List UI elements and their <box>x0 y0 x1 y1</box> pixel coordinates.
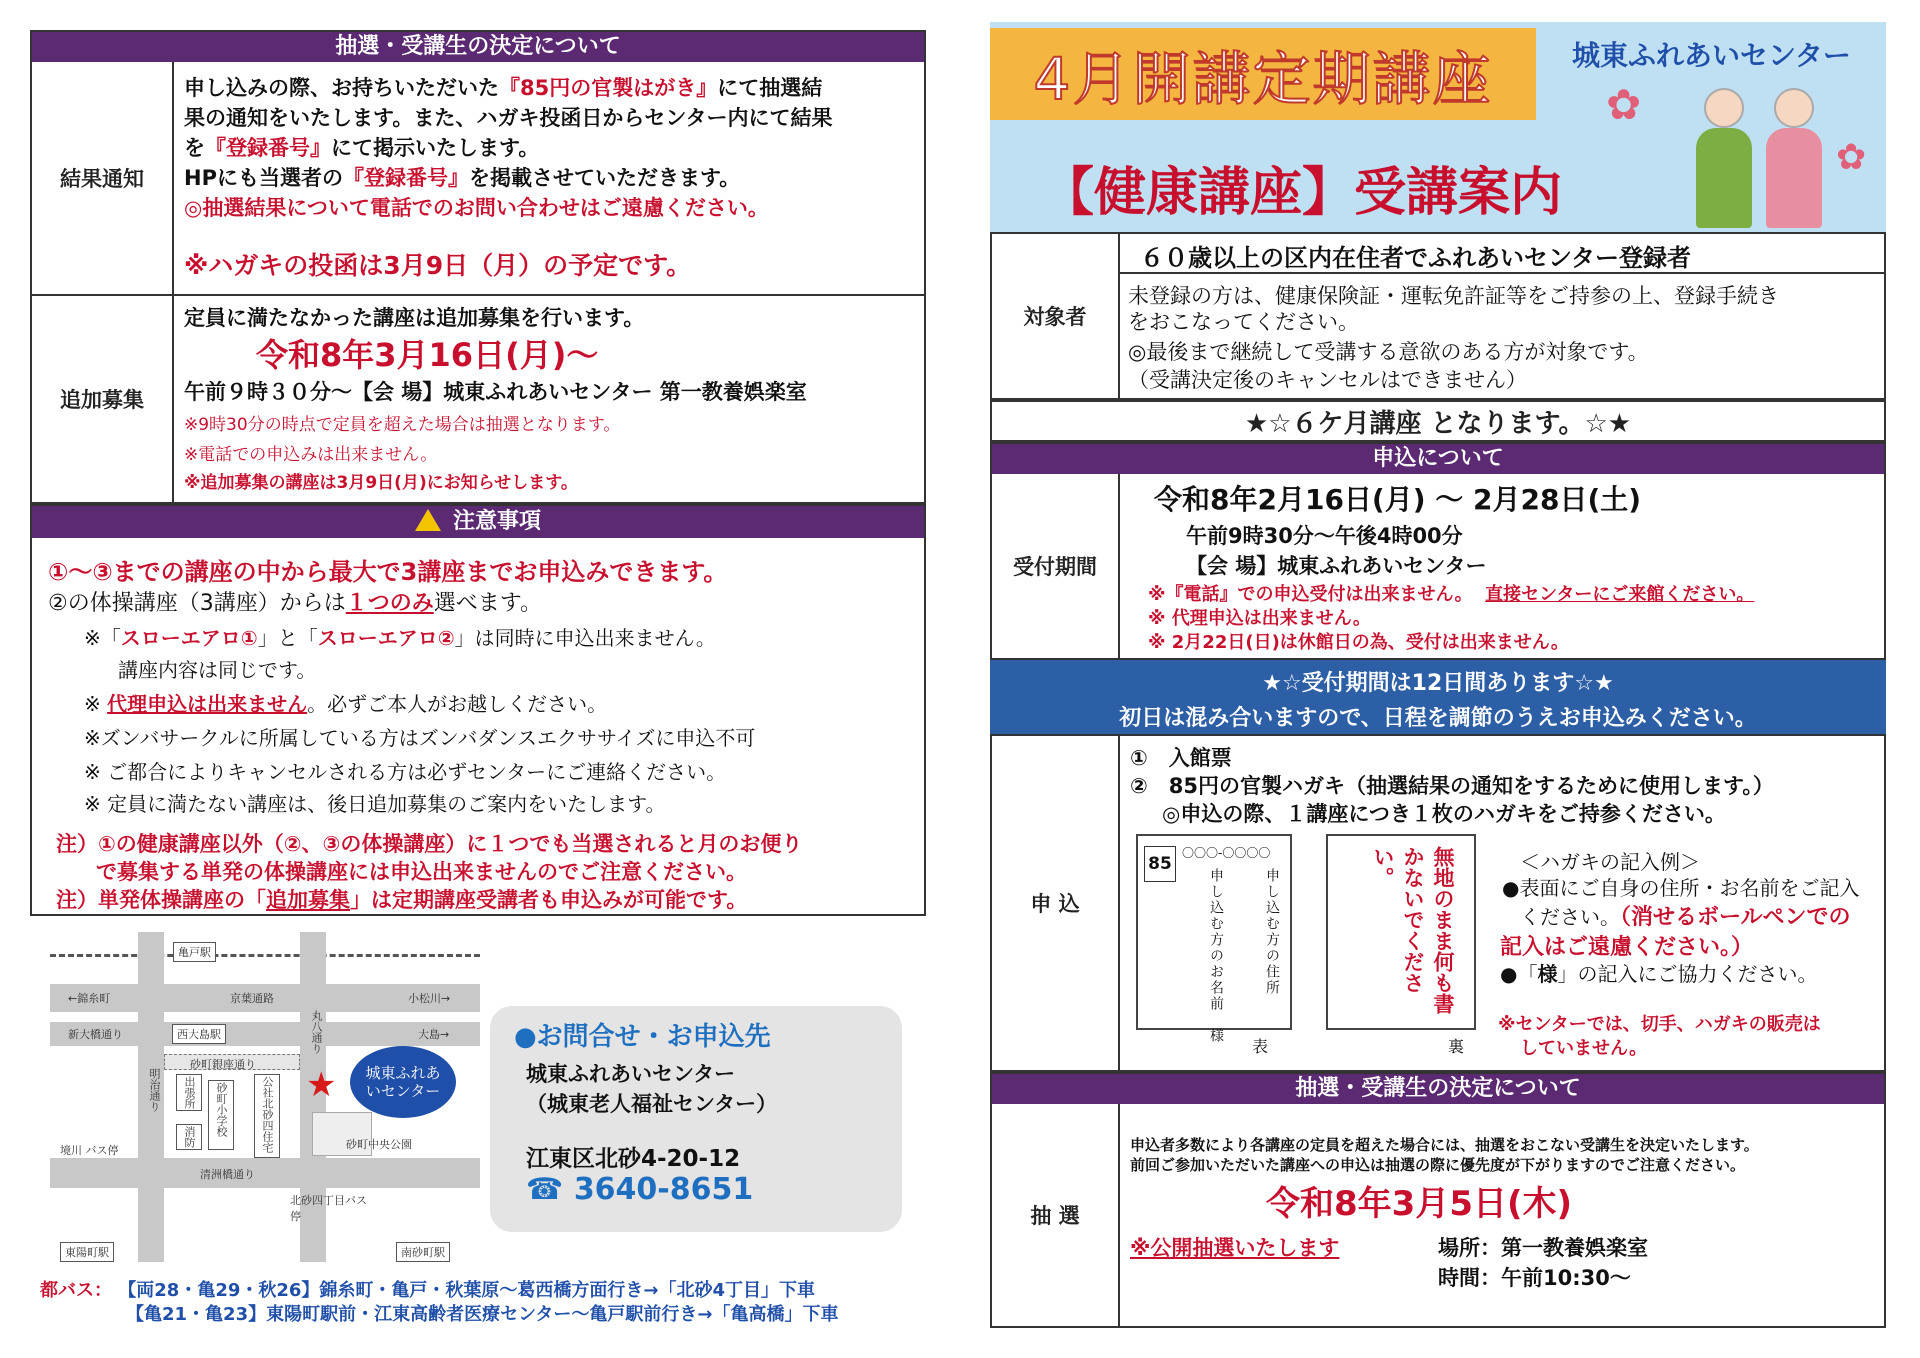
caution-header: 注意事項 <box>32 506 924 538</box>
result-label: 結果通知 <box>32 62 174 294</box>
caution-l9: 注）①の健康講座以外（②、③の体操講座）に１つでも当選されると月のお便り <box>56 832 803 856</box>
bus-line1: 都バス： 【両28・亀29・秋26】錦糸町・亀戸・秋葉原～葛西橋方面行き→「北砂4丁目」下車 <box>40 1280 816 1301</box>
caution-l2: ②の体操講座（3講座）からは１つのみ選べます。 <box>48 591 542 616</box>
minamisuna-station: 南砂町駅 <box>396 1242 450 1262</box>
postcard-front-label: 表 <box>1252 1037 1269 1056</box>
period-notice-l2: 初日は混み合いますので、日程を調節のうえお申込みください。 <box>1119 706 1757 731</box>
kameido-station: 亀戸駅 <box>173 942 216 962</box>
postage-stamp: 85 <box>1144 846 1176 882</box>
access-map <box>50 932 480 1262</box>
kiyosu-label: 清洲橋通り <box>200 1168 255 1181</box>
period-time: 午前9時30分～午後4時00分 <box>1186 524 1463 548</box>
period-venue: 【会 場】城東ふれあいセンター <box>1186 554 1487 578</box>
chuo-park-label: 砂町中央公園 <box>346 1138 412 1151</box>
banner-title-box <box>990 28 1536 120</box>
target-label: 対象者 <box>992 234 1120 398</box>
caution-l6: ※ズンバサークルに所属している方はズンバダンスエクササイズに申込不可 <box>84 726 756 750</box>
postcard-address: 申し込む方の住所 <box>1264 868 1280 996</box>
kinshicho-label: ←錦糸町 <box>68 992 111 1005</box>
contact-sub: （城東老人福祉センター） <box>526 1092 778 1116</box>
contact-address: 江東区北砂4-20-12 <box>526 1146 741 1172</box>
period-note2: ※ 代理申込は出来ません。 <box>1148 608 1371 629</box>
postcard-back-label: 裏 <box>1448 1037 1465 1056</box>
additional-note2: ※電話での申込みは出来ません。 <box>184 445 438 465</box>
kitasuna-bus-label: 北砂四丁目バス停 <box>290 1194 367 1223</box>
application-i1: ① 入館票 <box>1130 746 1232 770</box>
example-l6: していません。 <box>1520 1038 1648 1059</box>
target-header: ６０歳以上の区内在住者でふれあいセンター登録者 <box>1140 244 1692 272</box>
person-head <box>1774 88 1814 128</box>
elderly-exercise-illustration <box>1690 70 1840 230</box>
period-note1: ※『電話』での申込受付は出来ません。 直接センターにご来館ください。 <box>1148 584 1755 605</box>
contact-phone: ☎ 3640-8651 <box>526 1172 754 1207</box>
komatsugawa-label: 小松川→ <box>408 992 451 1005</box>
railway-line <box>50 954 480 957</box>
period-notice-banner <box>990 660 1886 734</box>
additional-line1: 定員に満たなかった講座は追加募集を行います。 <box>184 306 645 330</box>
shobo-label: 消防 <box>176 1124 202 1150</box>
person-body <box>1766 128 1822 228</box>
contact-title: ●お問合せ・お申込先 <box>514 1022 771 1052</box>
caution-l1: ①～③までの講座の中から最大で3講座までお申込みできます。 <box>48 558 728 586</box>
period-label: 受付期間 <box>992 474 1120 658</box>
banner-title: 4月開講定期講座 <box>1033 45 1493 113</box>
contact-name: 城東ふれあいセンター <box>526 1062 736 1086</box>
caution-l8: ※ 定員に満たない講座は、後日追加募集のご案内をいたします。 <box>84 792 666 816</box>
postcard-front <box>1136 834 1292 1044</box>
postcard-name: 申し込む方のお名前 様 <box>1208 868 1224 1044</box>
example-l4: ●「様」の記入にご協力ください。 <box>1500 962 1818 986</box>
flower-icon: ✿ <box>1606 80 1642 129</box>
banner-subtitle: 【健康講座】受講案内 <box>1042 163 1563 223</box>
period-notice-l1: ★☆受付期間は12日間あります☆★ <box>1262 671 1614 696</box>
center-location-star: ★ <box>306 1065 337 1105</box>
additional-label: 追加募集 <box>32 296 174 502</box>
person-body <box>1696 128 1752 228</box>
draw-l1: 申込者多数により各講座の定員を超えた場合には、抽選をおこない受講生を決定いたします。 <box>1130 1136 1759 1154</box>
shin-ohashi-label: 新大橋通り <box>68 1028 123 1041</box>
target-l4: （受講決定後のキャンセルはできません） <box>1128 368 1527 392</box>
result-line4: HPにも当選者の『登録番号』を掲載させていただきます。 <box>184 166 741 190</box>
meiji-label: 明治通り <box>148 1068 161 1112</box>
example-l1: ●表面にご自身の住所・お名前をご記入 <box>1502 876 1860 900</box>
example-title: ＜ハガキの記入例＞ <box>1520 850 1700 874</box>
caution-l3: ※「スローエアロ①」と「スローエアロ②」は同時に申込出来ません。 <box>84 626 716 650</box>
caution-l10: で募集する単発の体操講座には申込出来ませんのでご注意ください。 <box>96 860 747 884</box>
caution-l4: 講座内容は同じです。 <box>118 658 317 682</box>
marhachi-label: 丸八通り <box>310 1010 323 1054</box>
sakagawa-bus-label: 境川 バス停 <box>60 1144 119 1157</box>
center-bubble: 城東ふれあいセンター <box>350 1046 456 1118</box>
toyocho-station: 東陽町駅 <box>60 1242 114 1262</box>
apply-header: 申込について <box>992 444 1884 474</box>
draw-place: 場所：第一教養娯楽室 <box>1438 1236 1648 1260</box>
caution-l11: 注）単発体操講座の「追加募集」は定期講座受講者も申込みが可能です。 <box>56 888 748 912</box>
additional-time: 午前９時３０分～【会 場】城東ふれあいセンター 第一教養娯楽室 <box>184 380 807 404</box>
application-i2: ② 85円の官製ハガキ（抽選結果の通知をするために使用します。） <box>1130 774 1774 798</box>
ohjima-label: 大島→ <box>418 1028 450 1041</box>
result-line2: 果の通知をいたします。また、ハガキ投函日からセンター内にて結果 <box>184 106 833 130</box>
draw-label: 抽 選 <box>992 1104 1120 1326</box>
target-l1: 未登録の方は、健康保険証・運転免許証等をご持参の上、登録手続き <box>1128 284 1779 308</box>
period-note3: ※ 2月22日(日)は休館日の為、受付は出来ません。 <box>1148 632 1569 653</box>
shucchosho-label: 出張所 <box>176 1074 202 1111</box>
additional-note3: ※追加募集の講座は3月9日(月)にお知らせします。 <box>184 473 578 493</box>
nishi-ojima-station: 西大島駅 <box>172 1024 226 1044</box>
flower-icon: ✿ <box>1836 137 1867 178</box>
target-l3: ◎最後まで継続して受講する意欲のある方が対象です。 <box>1128 340 1649 364</box>
result-line5: ◎抽選結果について電話でのお問い合わせはご遠慮ください。 <box>184 196 769 220</box>
caution-l7: ※ ご都合によりキャンセルされる方は必ずセンターにご連絡ください。 <box>84 760 727 784</box>
result-line1: 申し込みの際、お持ちいただいた『85円の官製はがき』にて抽選結 <box>184 76 823 100</box>
apartment-label: 公社北砂四住宅 <box>254 1074 280 1158</box>
road-kiyosu <box>50 1158 480 1188</box>
keiyo-label: 京葉通路 <box>230 992 274 1005</box>
draw-l2: 前回ご参加いただいた講座への申込は抽選の際に優先度が下がりますのでご注意ください。 <box>1130 1156 1746 1174</box>
postcard-back-text: 無地のまま何も書かないでください。 <box>1371 846 1455 1014</box>
target-l2: をおこなってください。 <box>1128 310 1359 334</box>
additional-note1: ※9時30分の時点で定員を超えた場合は抽選となります。 <box>184 415 621 435</box>
person-head <box>1704 88 1744 128</box>
example-l5: ※センターでは、切手、ハガキの販売は <box>1498 1014 1821 1035</box>
draw-date: 令和8年3月5日(木) <box>1266 1184 1573 1224</box>
lottery-header-left: 抽選・受講生の決定について <box>32 32 924 62</box>
result-line3: を『登録番号』にて掲示いたします。 <box>184 136 540 160</box>
postcard-back <box>1326 834 1476 1030</box>
caution-l5: ※ 代理申込は出来ません。必ずご本人がお越しください。 <box>84 692 608 716</box>
sunamachi-ginza-label: 砂町銀座通り <box>190 1058 256 1071</box>
result-line6: ※ハガキの投函は3月9日（月）の予定です。 <box>184 251 692 280</box>
period-date: 令和8年2月16日(月) ～ 2月28日(土) <box>1154 483 1642 516</box>
application-i3: ◎申込の際、１講座につき１枚のハガキをご持参ください。 <box>1162 802 1726 826</box>
warning-icon <box>415 509 441 531</box>
elementary-label: 砂町小学校 <box>208 1080 234 1150</box>
six-month-banner: ★☆６ケ月講座 となります。☆★ <box>990 400 1886 442</box>
additional-date: 令和8年3月16日(月)～ <box>256 336 599 374</box>
target-divider <box>1120 272 1884 274</box>
postcard-zip: 〇〇〇-〇〇〇〇 <box>1182 846 1271 860</box>
example-l2: ください。（消せるボールペンでの <box>1520 905 1851 930</box>
example-l3: 記入はご遠慮ください。） <box>1500 935 1754 960</box>
draw-header: 抽選・受講生の決定について <box>992 1074 1884 1104</box>
draw-time: 時間：午前10:30～ <box>1438 1266 1631 1290</box>
bus-line2: 【亀21・亀23】東陽町駅前・江東高齢者医療センター～亀戸駅前行き→「亀高橋」下車 <box>126 1304 839 1325</box>
banner-org: 城東ふれあいセンター <box>1572 39 1851 72</box>
draw-public: ※公開抽選いたします <box>1130 1236 1340 1260</box>
application-label: 申 込 <box>992 736 1120 1070</box>
